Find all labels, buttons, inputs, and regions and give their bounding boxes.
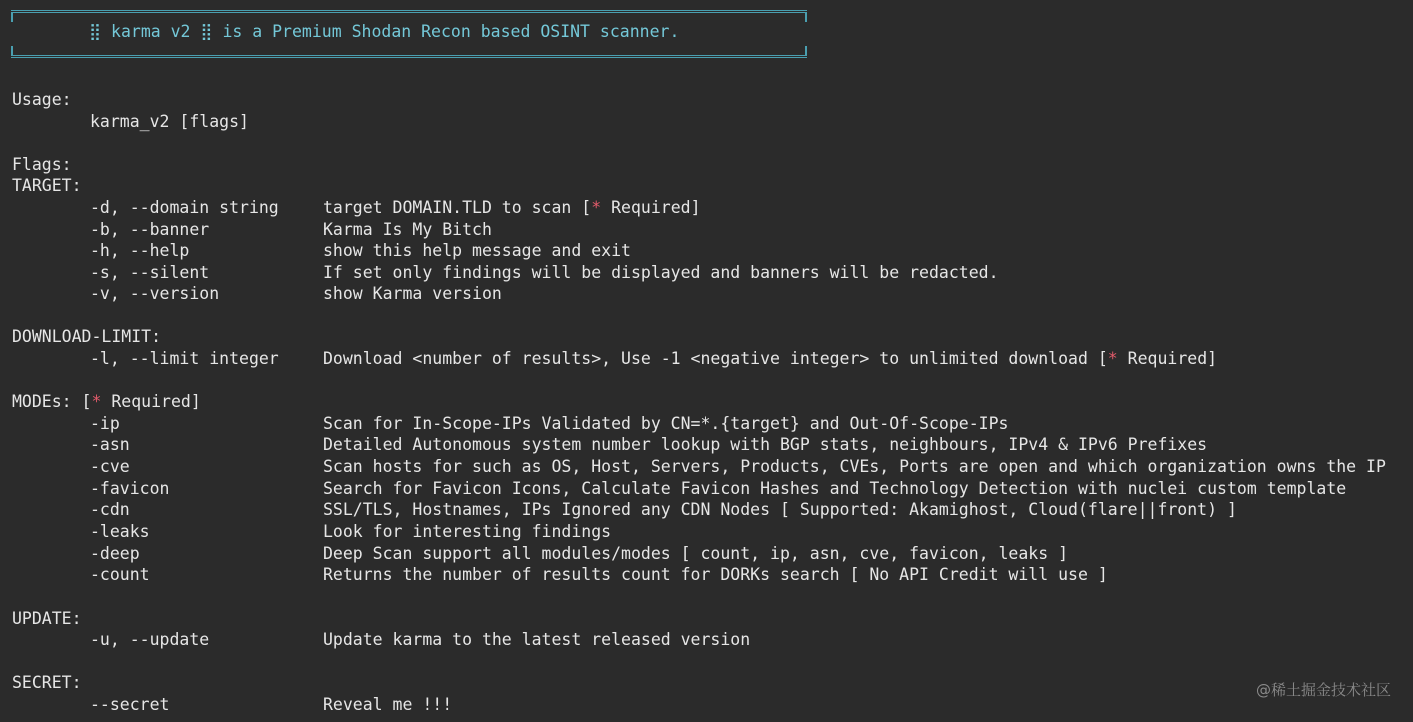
flag-description: target DOMAIN.TLD to scan [* Required] (323, 198, 701, 217)
flag-description: If set only findings will be displayed and banners will be redacted. (323, 263, 999, 282)
flag-description: Reveal me !!! (323, 695, 453, 714)
flag-name: -cve (90, 457, 130, 476)
banner-text: ⣿ karma v2 ⣿ is a Premium Shodan Recon based OSINT scanner. (89, 22, 680, 41)
banner-corner (805, 46, 807, 55)
section-heading-modes: MODEs: [* Required] (12, 392, 201, 411)
flag-name: -favicon (90, 479, 170, 498)
flag-description: Deep Scan support all modules/modes [ count, ip, asn, cve, favicon, leaks ] (323, 544, 1069, 563)
flag-description: show Karma version (323, 284, 502, 303)
flag-description: Detailed Autonomous system number lookup with BGP stats, neighbours, IPv4 & IPv6 Prefixes (323, 435, 1208, 454)
flag-description: Download <number of results>, Use -1 <negative integer> to unlimited download [* Required] (323, 349, 1218, 368)
required-marker: * (91, 392, 112, 411)
flag-name: -cdn (90, 500, 130, 519)
flag-name: -h, --help (90, 241, 190, 260)
section-heading-download-limit: DOWNLOAD-LIMIT: (12, 327, 162, 346)
required-marker: * (1107, 349, 1128, 368)
watermark: @稀土掘金技术社区 (1255, 681, 1391, 699)
flag-description: Scan hosts for such as OS, Host, Servers, Products, CVEs, Ports are open and which organization owns the IP (323, 457, 1386, 476)
flag-description: Search for Favicon Icons, Calculate Favicon Hashes and Technology Detection with nuclei custom template (323, 479, 1347, 498)
required-marker: * (591, 198, 612, 217)
flag-description: Scan for In-Scope-IPs Validated by CN=*.{target} and Out-Of-Scope-IPs (323, 414, 1009, 433)
usage-heading: Usage: (12, 90, 72, 109)
flag-description: Returns the number of results count for DORKs search [ No API Credit will use ] (323, 565, 1108, 584)
flag-name: --secret (90, 695, 170, 714)
flag-name: -count (90, 565, 150, 584)
flag-name: -ip (90, 414, 120, 433)
flag-name: -deep (90, 544, 140, 563)
flag-name: -u, --update (90, 630, 210, 649)
flag-name: -b, --banner (90, 220, 210, 239)
flags-heading: Flags: (12, 155, 72, 174)
flag-name: -v, --version (90, 284, 220, 303)
flag-description: SSL/TLS, Hostnames, IPs Ignored any CDN Nodes [ Supported: Akamighost, Cloud(flare||front) ] (323, 500, 1237, 519)
banner-corner (11, 46, 13, 55)
flag-description: Update karma to the latest released version (323, 630, 751, 649)
banner-corner (805, 13, 807, 22)
flag-name: -l, --limit integer (90, 349, 279, 368)
banner-box (11, 10, 807, 58)
section-heading-update: UPDATE: (12, 609, 82, 628)
flag-name: -d, --domain string (90, 198, 279, 217)
section-heading-target: TARGET: (12, 176, 82, 195)
flag-description: Look for interesting findings (323, 522, 612, 541)
flag-description: Karma Is My Bitch (323, 220, 492, 239)
flag-name: -leaks (90, 522, 150, 541)
usage-command: karma_v2 [flags] (90, 112, 249, 131)
section-heading-secret: SECRET: (12, 673, 82, 692)
flag-name: -asn (90, 435, 130, 454)
flag-name: -s, --silent (90, 263, 210, 282)
banner-corner (11, 13, 13, 22)
flag-description: show this help message and exit (323, 241, 631, 260)
